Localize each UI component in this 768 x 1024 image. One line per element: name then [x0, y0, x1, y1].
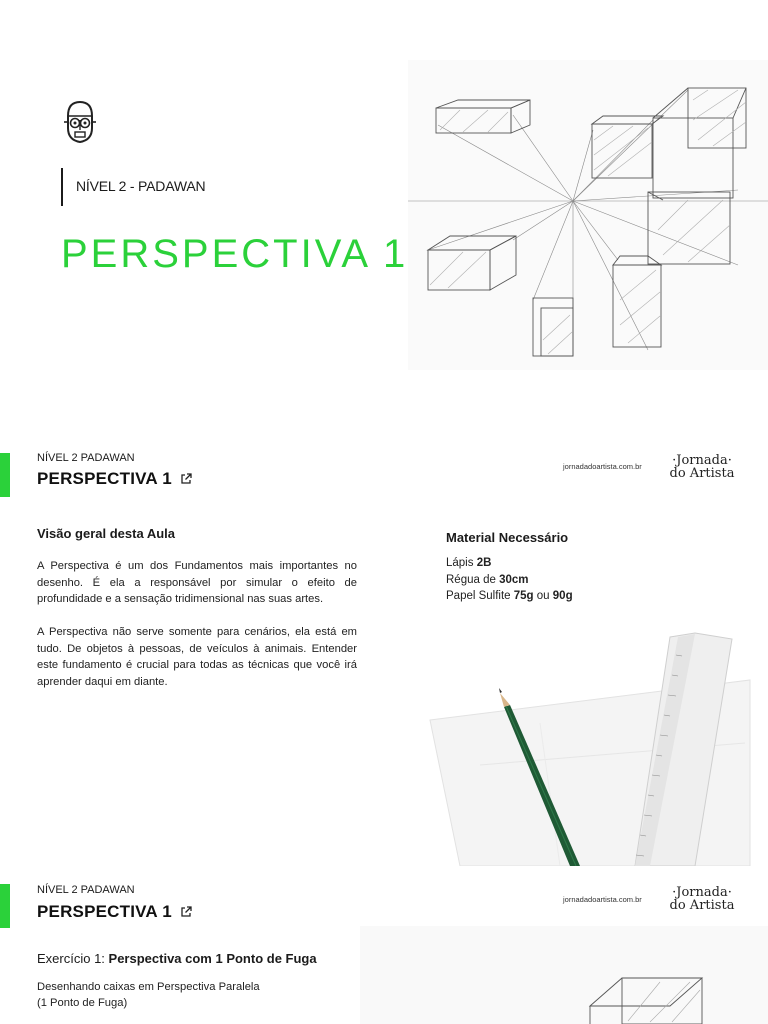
external-link-icon[interactable]	[180, 473, 192, 485]
brand-logo	[662, 886, 742, 912]
material-item-ruler: Régua de 30cm	[446, 573, 529, 586]
material-item-pencil: Lápis 2B	[446, 557, 492, 569]
logo-line-2: do Artista	[669, 898, 735, 913]
material-list	[446, 555, 573, 605]
exercise-heading: Exercício 1: Perspectiva com 1 Ponto de Fuga	[37, 951, 317, 966]
slide-level-label: NÍVEL 2 PADAWAN	[37, 452, 135, 464]
site-url[interactable]: jornadadoartista.com.br	[563, 895, 642, 904]
level-divider	[61, 168, 63, 206]
slide-title: PERSPECTIVA 1	[37, 902, 172, 921]
site-url[interactable]: jornadadoartista.com.br	[563, 462, 642, 471]
overview-paragraph-1: A Perspectiva é um dos Fundamentos mais importantes no desenho. É ela a responsável por simular o efeito de profundidade e a sensação tridimensional nas suas artes.	[37, 560, 357, 606]
robot-head-icon	[60, 98, 100, 148]
logo-line-1: ·Jornada·	[672, 885, 732, 900]
cover-level-label: NÍVEL 2 - PADAWAN	[76, 178, 206, 194]
one-point-perspective-sketch	[360, 926, 768, 1024]
slide-title: PERSPECTIVA 1	[37, 469, 172, 488]
section-marker	[0, 453, 10, 497]
cover-slide	[0, 0, 768, 410]
section-marker	[0, 884, 10, 928]
cover-title: PERSPECTIVA 1	[61, 232, 409, 276]
pencil-ruler-paper-photo	[420, 625, 768, 866]
overview-paragraph-2: A Perspectiva não serve somente para cenários, ela está em tudo. De objetos à pessoas, de veículos à animais. Entender este fundamento é crucial para todas as técnicas que você irá aprender daqui em diante.	[37, 626, 357, 688]
external-link-icon[interactable]	[180, 906, 192, 918]
brand-logo	[662, 454, 742, 480]
overview-slide	[0, 410, 768, 866]
logo-line-1: ·Jornada·	[672, 453, 732, 468]
exercise-slide	[0, 866, 768, 1024]
slide-level-label: NÍVEL 2 PADAWAN	[37, 884, 135, 896]
overview-heading: Visão geral desta Aula	[37, 526, 176, 541]
perspective-sketch-illustration	[408, 60, 768, 370]
material-item-paper: Papel Sulfite 75g ou 90g	[446, 590, 573, 602]
exercise-description: Desenhando caixas em Perspectiva Paralela (1 Ponto de Fuga)	[37, 981, 260, 1009]
logo-line-2: do Artista	[669, 466, 735, 481]
material-heading: Material Necessário	[446, 530, 569, 545]
